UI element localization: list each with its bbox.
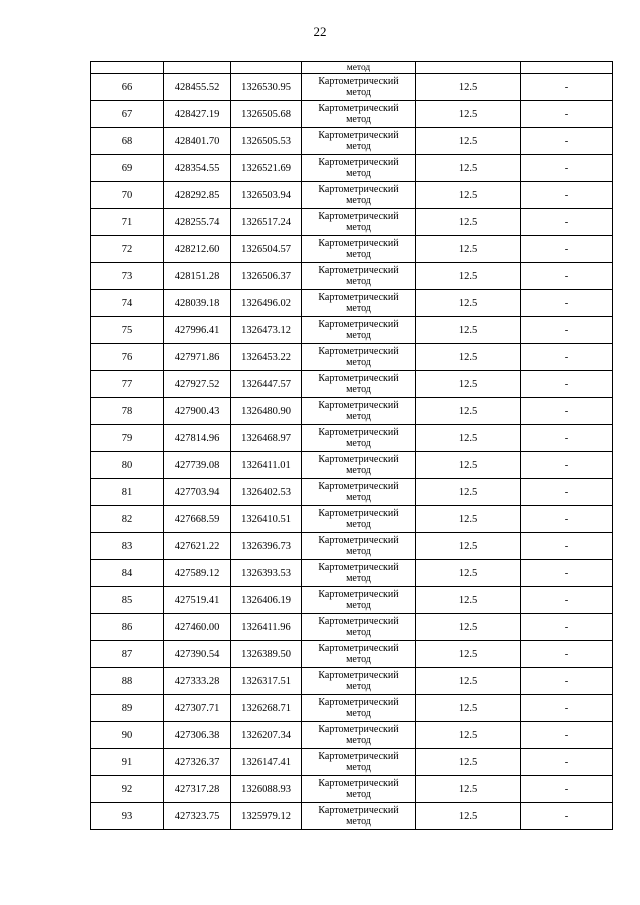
cell-method <box>302 776 416 803</box>
cell-y: 1326447.57 <box>231 371 302 398</box>
cell-y: 1326504.57 <box>231 236 302 263</box>
cell-x: 427739.08 <box>164 452 231 479</box>
method-line-1: Картометрический <box>318 778 399 789</box>
cell-method <box>302 101 416 128</box>
method-line-1: Картометрический <box>318 697 399 708</box>
cell-note: - <box>521 344 613 371</box>
cell-point-number: 83 <box>91 533 164 560</box>
table-row <box>91 128 613 155</box>
cell-note: - <box>521 506 613 533</box>
cell-accuracy: 12.5 <box>416 803 521 830</box>
method-line-2: метод <box>346 330 371 341</box>
cell-y: 1325979.12 <box>231 803 302 830</box>
table-row <box>91 74 613 101</box>
cell-x: 427306.38 <box>164 722 231 749</box>
cell-note: - <box>521 803 613 830</box>
cell-x: 428151.28 <box>164 263 231 290</box>
table-row <box>91 236 613 263</box>
cell-note: - <box>521 533 613 560</box>
cell-method <box>302 74 416 101</box>
cell-x: 427814.96 <box>164 425 231 452</box>
cell-method <box>302 155 416 182</box>
cell-point-number: 79 <box>91 425 164 452</box>
cell-method <box>302 803 416 830</box>
cell-y: 1326530.95 <box>231 74 302 101</box>
method-line-2: метод <box>346 627 371 638</box>
cell-method <box>302 614 416 641</box>
method-line-1: Картометрический <box>318 184 399 195</box>
method-line-1: Картометрический <box>318 643 399 654</box>
method-line-1: Картометрический <box>318 751 399 762</box>
method-line-2: метод <box>346 708 371 719</box>
method-line-1: Картометрический <box>318 427 399 438</box>
cell-method <box>302 479 416 506</box>
method-line-1: Картометрический <box>318 400 399 411</box>
method-line-2: метод <box>346 114 371 125</box>
cell-point-number: 80 <box>91 452 164 479</box>
cell-point-number: 66 <box>91 74 164 101</box>
cell-x: 428255.74 <box>164 209 231 236</box>
cell-y: 1326411.01 <box>231 452 302 479</box>
table-row <box>91 695 613 722</box>
table-row <box>91 749 613 776</box>
method-line-2: метод <box>346 816 371 827</box>
table-row <box>91 479 613 506</box>
cell-x <box>164 62 231 74</box>
table-row <box>91 533 613 560</box>
cell-method <box>302 290 416 317</box>
cell-point-number: 70 <box>91 182 164 209</box>
cell-note: - <box>521 155 613 182</box>
cell-method <box>302 695 416 722</box>
cell-accuracy: 12.5 <box>416 641 521 668</box>
method-line-1: Картометрический <box>318 454 399 465</box>
cell-x: 427390.54 <box>164 641 231 668</box>
cell-point-number: 76 <box>91 344 164 371</box>
cell-y: 1326393.53 <box>231 560 302 587</box>
cell-x: 427900.43 <box>164 398 231 425</box>
table-row <box>91 371 613 398</box>
cell-method <box>302 128 416 155</box>
cell-accuracy <box>416 62 521 74</box>
table-row <box>91 182 613 209</box>
cell-y: 1326088.93 <box>231 776 302 803</box>
table-row <box>91 776 613 803</box>
method-line-1: Картометрический <box>318 616 399 627</box>
cell-point-number: 67 <box>91 101 164 128</box>
cell-y: 1326473.12 <box>231 317 302 344</box>
table-row <box>91 317 613 344</box>
cell-note: - <box>521 560 613 587</box>
method-line-2: метод <box>346 762 371 773</box>
method-line-2: метод <box>346 87 371 98</box>
cell-y: 1326402.53 <box>231 479 302 506</box>
table-row <box>91 641 613 668</box>
method-line-2: метод <box>346 681 371 692</box>
cell-point-number <box>91 62 164 74</box>
table-row <box>91 290 613 317</box>
cell-y: 1326207.34 <box>231 722 302 749</box>
method-line-1: Картометрический <box>318 481 399 492</box>
cell-point-number: 82 <box>91 506 164 533</box>
cell-note: - <box>521 587 613 614</box>
cell-point-number: 69 <box>91 155 164 182</box>
method-line-2: метод <box>346 384 371 395</box>
cell-accuracy: 12.5 <box>416 452 521 479</box>
table-row <box>91 209 613 236</box>
cell-accuracy: 12.5 <box>416 128 521 155</box>
cell-y: 1326147.41 <box>231 749 302 776</box>
cell-note: - <box>521 263 613 290</box>
cell-y: 1326410.51 <box>231 506 302 533</box>
cell-x: 427460.00 <box>164 614 231 641</box>
cell-accuracy: 12.5 <box>416 506 521 533</box>
cell-point-number: 72 <box>91 236 164 263</box>
method-line-2: метод <box>346 789 371 800</box>
cell-point-number: 88 <box>91 668 164 695</box>
cell-note: - <box>521 695 613 722</box>
cell-note: - <box>521 776 613 803</box>
cell-point-number: 85 <box>91 587 164 614</box>
cell-accuracy: 12.5 <box>416 614 521 641</box>
cell-note: - <box>521 722 613 749</box>
cell-method <box>302 749 416 776</box>
cell-x: 428455.52 <box>164 74 231 101</box>
cell-y: 1326389.50 <box>231 641 302 668</box>
cell-x: 428354.55 <box>164 155 231 182</box>
cell-x: 427996.41 <box>164 317 231 344</box>
method-line-1: Картометрический <box>318 373 399 384</box>
table-row <box>91 155 613 182</box>
cell-accuracy: 12.5 <box>416 398 521 425</box>
cell-accuracy: 12.5 <box>416 479 521 506</box>
cell-accuracy: 12.5 <box>416 695 521 722</box>
cell-method <box>302 452 416 479</box>
cell-x: 427971.86 <box>164 344 231 371</box>
cell-point-number: 87 <box>91 641 164 668</box>
method-line-2: метод <box>346 492 371 503</box>
method-line-1: Картометрический <box>318 238 399 249</box>
cell-note: - <box>521 668 613 695</box>
cell-method <box>302 533 416 560</box>
cell-y: 1326396.73 <box>231 533 302 560</box>
method-line-2: метод <box>346 600 371 611</box>
method-line-1: Картометрический <box>318 265 399 276</box>
method-line-2: метод <box>346 465 371 476</box>
cell-note: - <box>521 371 613 398</box>
cell-x: 427589.12 <box>164 560 231 587</box>
cell-x: 427333.28 <box>164 668 231 695</box>
method-line-1: Картометрический <box>318 805 399 816</box>
cell-accuracy: 12.5 <box>416 587 521 614</box>
cell-method <box>302 182 416 209</box>
cell-method <box>302 398 416 425</box>
cell-point-number: 84 <box>91 560 164 587</box>
cell-y <box>231 62 302 74</box>
method-line-1: Картометрический <box>318 292 399 303</box>
cell-accuracy: 12.5 <box>416 371 521 398</box>
table-row <box>91 101 613 128</box>
method-line-2: метод <box>346 303 371 314</box>
cell-accuracy: 12.5 <box>416 722 521 749</box>
table-row <box>91 803 613 830</box>
cell-point-number: 92 <box>91 776 164 803</box>
cell-x: 427621.22 <box>164 533 231 560</box>
cell-note: - <box>521 425 613 452</box>
cell-x: 427927.52 <box>164 371 231 398</box>
method-line-1: Картометрический <box>318 211 399 222</box>
cell-note: - <box>521 479 613 506</box>
method-line-2: метод <box>346 654 371 665</box>
cell-accuracy: 12.5 <box>416 155 521 182</box>
cell-point-number: 71 <box>91 209 164 236</box>
cell-accuracy: 12.5 <box>416 668 521 695</box>
cell-accuracy: 12.5 <box>416 236 521 263</box>
method-line-1: Картометрический <box>318 130 399 141</box>
table-row <box>91 425 613 452</box>
cell-x: 427317.28 <box>164 776 231 803</box>
cell-note: - <box>521 236 613 263</box>
cell-x: 427519.41 <box>164 587 231 614</box>
cell-note: - <box>521 74 613 101</box>
cell-y: 1326505.68 <box>231 101 302 128</box>
cell-accuracy: 12.5 <box>416 209 521 236</box>
continued-row <box>91 62 613 74</box>
method-line-1: Картометрический <box>318 724 399 735</box>
cell-y: 1326506.37 <box>231 263 302 290</box>
cell-method <box>302 641 416 668</box>
table-body <box>91 62 613 830</box>
method-line-1: Картометрический <box>318 589 399 600</box>
cell-accuracy: 12.5 <box>416 776 521 803</box>
cell-accuracy: 12.5 <box>416 533 521 560</box>
cell-accuracy: 12.5 <box>416 425 521 452</box>
cell-note: - <box>521 209 613 236</box>
table-row <box>91 263 613 290</box>
cell-y: 1326517.24 <box>231 209 302 236</box>
cell-note: - <box>521 182 613 209</box>
method-line-1: Картометрический <box>318 103 399 114</box>
cell-accuracy: 12.5 <box>416 263 521 290</box>
cell-y: 1326503.94 <box>231 182 302 209</box>
coordinates-table <box>90 61 613 830</box>
method-line-1: Картометрический <box>318 562 399 573</box>
cell-accuracy: 12.5 <box>416 101 521 128</box>
table-row <box>91 452 613 479</box>
cell-method <box>302 209 416 236</box>
cell-x: 427703.94 <box>164 479 231 506</box>
cell-accuracy: 12.5 <box>416 560 521 587</box>
cell-method <box>302 560 416 587</box>
cell-y: 1326453.22 <box>231 344 302 371</box>
method-line-2: метод <box>346 519 371 530</box>
cell-y: 1326317.51 <box>231 668 302 695</box>
method-line-2: метод <box>346 546 371 557</box>
cell-accuracy: 12.5 <box>416 317 521 344</box>
table-row <box>91 668 613 695</box>
cell-point-number: 77 <box>91 371 164 398</box>
cell-point-number: 91 <box>91 749 164 776</box>
cell-x: 427668.59 <box>164 506 231 533</box>
cell-accuracy: 12.5 <box>416 290 521 317</box>
cell-method <box>302 371 416 398</box>
cell-y: 1326406.19 <box>231 587 302 614</box>
cell-note: - <box>521 749 613 776</box>
cell-accuracy: 12.5 <box>416 182 521 209</box>
cell-note: - <box>521 452 613 479</box>
method-line-1: Картометрический <box>318 670 399 681</box>
cell-note: - <box>521 614 613 641</box>
cell-method <box>302 236 416 263</box>
cell-accuracy: 12.5 <box>416 74 521 101</box>
cell-point-number: 81 <box>91 479 164 506</box>
cell-method <box>302 668 416 695</box>
method-line-1: Картометрический <box>318 535 399 546</box>
cell-note: - <box>521 317 613 344</box>
method-line-1: Картометрический <box>318 157 399 168</box>
cell-y: 1326496.02 <box>231 290 302 317</box>
cell-method <box>302 722 416 749</box>
cell-method <box>302 263 416 290</box>
cell-y: 1326480.90 <box>231 398 302 425</box>
table-row <box>91 587 613 614</box>
cell-y: 1326268.71 <box>231 695 302 722</box>
cell-point-number: 75 <box>91 317 164 344</box>
method-line-1: Картометрический <box>318 346 399 357</box>
cell-y: 1326468.97 <box>231 425 302 452</box>
method-line-1: Картометрический <box>318 319 399 330</box>
cell-x: 427323.75 <box>164 803 231 830</box>
cell-method <box>302 425 416 452</box>
method-line-2: метод <box>346 141 371 152</box>
method-line-2: метод <box>346 249 371 260</box>
cell-x: 427326.37 <box>164 749 231 776</box>
page-number: 22 <box>313 24 327 39</box>
table-row <box>91 560 613 587</box>
method-line-2: метод <box>346 357 371 368</box>
method-line-2: метод <box>346 411 371 422</box>
method-line-1: Картометрический <box>318 76 399 87</box>
cell-point-number: 73 <box>91 263 164 290</box>
cell-note: - <box>521 641 613 668</box>
cell-point-number: 68 <box>91 128 164 155</box>
cell-note: - <box>521 290 613 317</box>
cell-point-number: 90 <box>91 722 164 749</box>
table-row <box>91 398 613 425</box>
table-row <box>91 614 613 641</box>
method-line-2: метод <box>346 573 371 584</box>
cell-point-number: 74 <box>91 290 164 317</box>
table-row <box>91 722 613 749</box>
cell-note: - <box>521 101 613 128</box>
cell-x: 427307.71 <box>164 695 231 722</box>
cell-x: 428427.19 <box>164 101 231 128</box>
cell-method: метод <box>302 62 416 74</box>
cell-note: - <box>521 128 613 155</box>
cell-y: 1326505.53 <box>231 128 302 155</box>
method-line-2: метод <box>346 438 371 449</box>
cell-note: - <box>521 398 613 425</box>
method-line-1: Картометрический <box>318 508 399 519</box>
method-line-2: метод <box>346 735 371 746</box>
cell-point-number: 93 <box>91 803 164 830</box>
cell-point-number: 78 <box>91 398 164 425</box>
cell-x: 428039.18 <box>164 290 231 317</box>
method-line-2: метод <box>346 168 371 179</box>
cell-accuracy: 12.5 <box>416 749 521 776</box>
cell-x: 428292.85 <box>164 182 231 209</box>
cell-x: 428212.60 <box>164 236 231 263</box>
cell-method <box>302 506 416 533</box>
cell-x: 428401.70 <box>164 128 231 155</box>
table-row <box>91 344 613 371</box>
cell-method <box>302 344 416 371</box>
cell-method <box>302 317 416 344</box>
cell-y: 1326521.69 <box>231 155 302 182</box>
method-line-2: метод <box>346 276 371 287</box>
cell-y: 1326411.96 <box>231 614 302 641</box>
cell-note <box>521 62 613 74</box>
table-row <box>91 506 613 533</box>
cell-accuracy: 12.5 <box>416 344 521 371</box>
method-line-2: метод <box>346 222 371 233</box>
method-line-2: метод <box>346 195 371 206</box>
cell-point-number: 89 <box>91 695 164 722</box>
cell-point-number: 86 <box>91 614 164 641</box>
cell-method <box>302 587 416 614</box>
